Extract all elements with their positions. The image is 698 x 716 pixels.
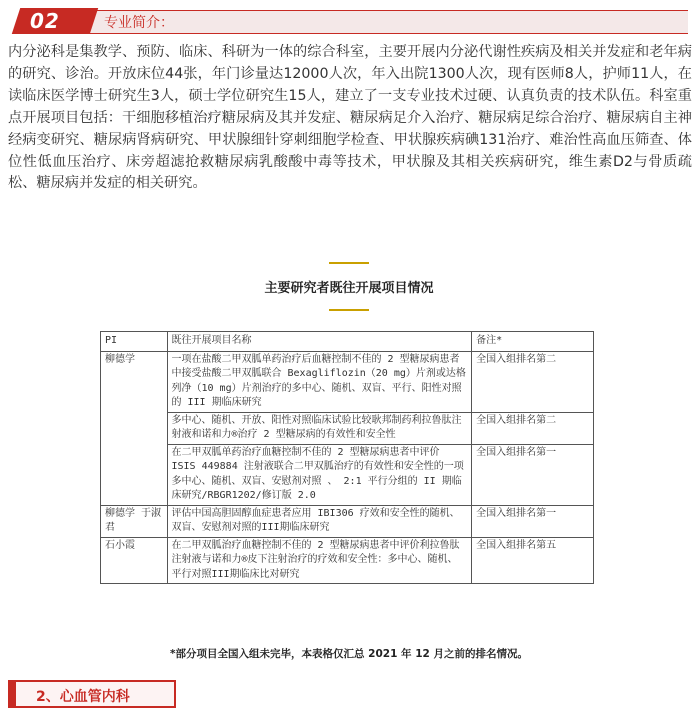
table-header-row (101, 332, 594, 352)
projects-table (100, 331, 594, 584)
title-ornament-top (329, 262, 369, 264)
cell-remark: 全国入组排名第一 (472, 505, 594, 537)
table-row (101, 444, 594, 505)
table-row (101, 505, 594, 537)
section-header-02 (8, 8, 688, 34)
cell-remark: 全国入组排名第五 (472, 537, 594, 584)
title-ornament-bottom (329, 309, 369, 311)
cell-project: 一项在盐酸二甲双胍单药治疗后血糖控制不佳的 2 型糖尿病患者中接受盐酸二甲双胍联合 Bexagliflozin（20 mg）片剂或达格列净（10 mg）片剂治疗的多中心、随机、双盲、平行、阳性对照的 III 期临床研究 (167, 351, 472, 412)
header-remark: 备注* (472, 332, 594, 352)
section-title-cardiology: 2、心血管内科 (36, 689, 130, 705)
table-row (101, 351, 594, 412)
cell-pi: 柳德学 于淑君 (101, 505, 168, 537)
cell-project: 评估中国高胆固醇血症患者应用 IBI306 疗效和安全性的随机、双盲、安慰剂对照的III期临床研究 (167, 505, 472, 537)
cell-remark: 全国入组排名第二 (472, 351, 594, 412)
section-number: 02 (30, 9, 60, 33)
cell-remark: 全国入组排名第二 (472, 412, 594, 444)
header-pi: PI (101, 332, 168, 352)
cell-project: 在二甲双胍单药治疗血糖控制不佳的 2 型糖尿病患者中评价 ISIS 449884 注射液联合二甲双胍治疗的有效性和安全性的一项多中心、随机、双盲、安慰剂对照 、 2:1 平行分组的 II 期临床研究/RBGR1202/修订版 2.0 (167, 444, 472, 505)
cell-pi: 柳德学 (101, 351, 168, 505)
section-tab-marker (8, 680, 16, 708)
table-row (101, 412, 594, 444)
table-footnote: *部分项目全国入组未完毕，本表格仅汇总 2021 年 12 月之前的排名情况。 (170, 648, 528, 660)
cell-project: 多中心、随机、开放、阳性对照临床试验比较耿邦制药利拉鲁肽注射液和诺和力®治疗 2 型糖尿病的有效性和安全性 (167, 412, 472, 444)
header-project-name: 既往开展项目名称 (167, 332, 472, 352)
section-header-cardiology (8, 680, 176, 708)
cell-pi: 石小霞 (101, 537, 168, 584)
table-title: 主要研究者既往开展项目情况 (264, 281, 434, 296)
department-intro-paragraph: 内分泌科是集教学、预防、临床、科研为一体的综合科室，主要开展内分泌代谢性疾病及相关并发症和老年病的研究、诊治。开放床位44张，年门诊量达12000人次，年入出院1300人次，现有医师8人，护师11人，在读临床医学博士研究生3人，硕士学位研究生15人，建立了一支专业技术过硬、认真负责的技术队伍。科室重点开展项目包括：干细胞移植治疗糖尿病及其并发症、糖尿病足介入治疗、糖尿病足综合治疗、糖尿病自主神经病变研究、糖尿病肾病研究、甲状腺细针穿刺细胞学检查、甲状腺疾病碘131治疗、难治性高血压筛查、体位性低血压治疗、床旁超滤抢救糖尿病乳酸酸中毒等技术，甲状腺及其相关疾病研究，维生素D2与骨质疏松、糖尿病并发症的相关研究。 (8, 44, 692, 192)
cell-project: 在二甲双胍治疗血糖控制不佳的 2 型糖尿病患者中评价利拉鲁肽注射液与诺和力®皮下注射治疗的疗效和安全性：多中心、随机、平行对照III期临床比对研究 (167, 537, 472, 584)
section-title: 专业简介： (104, 15, 174, 31)
cell-remark: 全国入组排名第一 (472, 444, 594, 505)
table-row (101, 537, 594, 584)
